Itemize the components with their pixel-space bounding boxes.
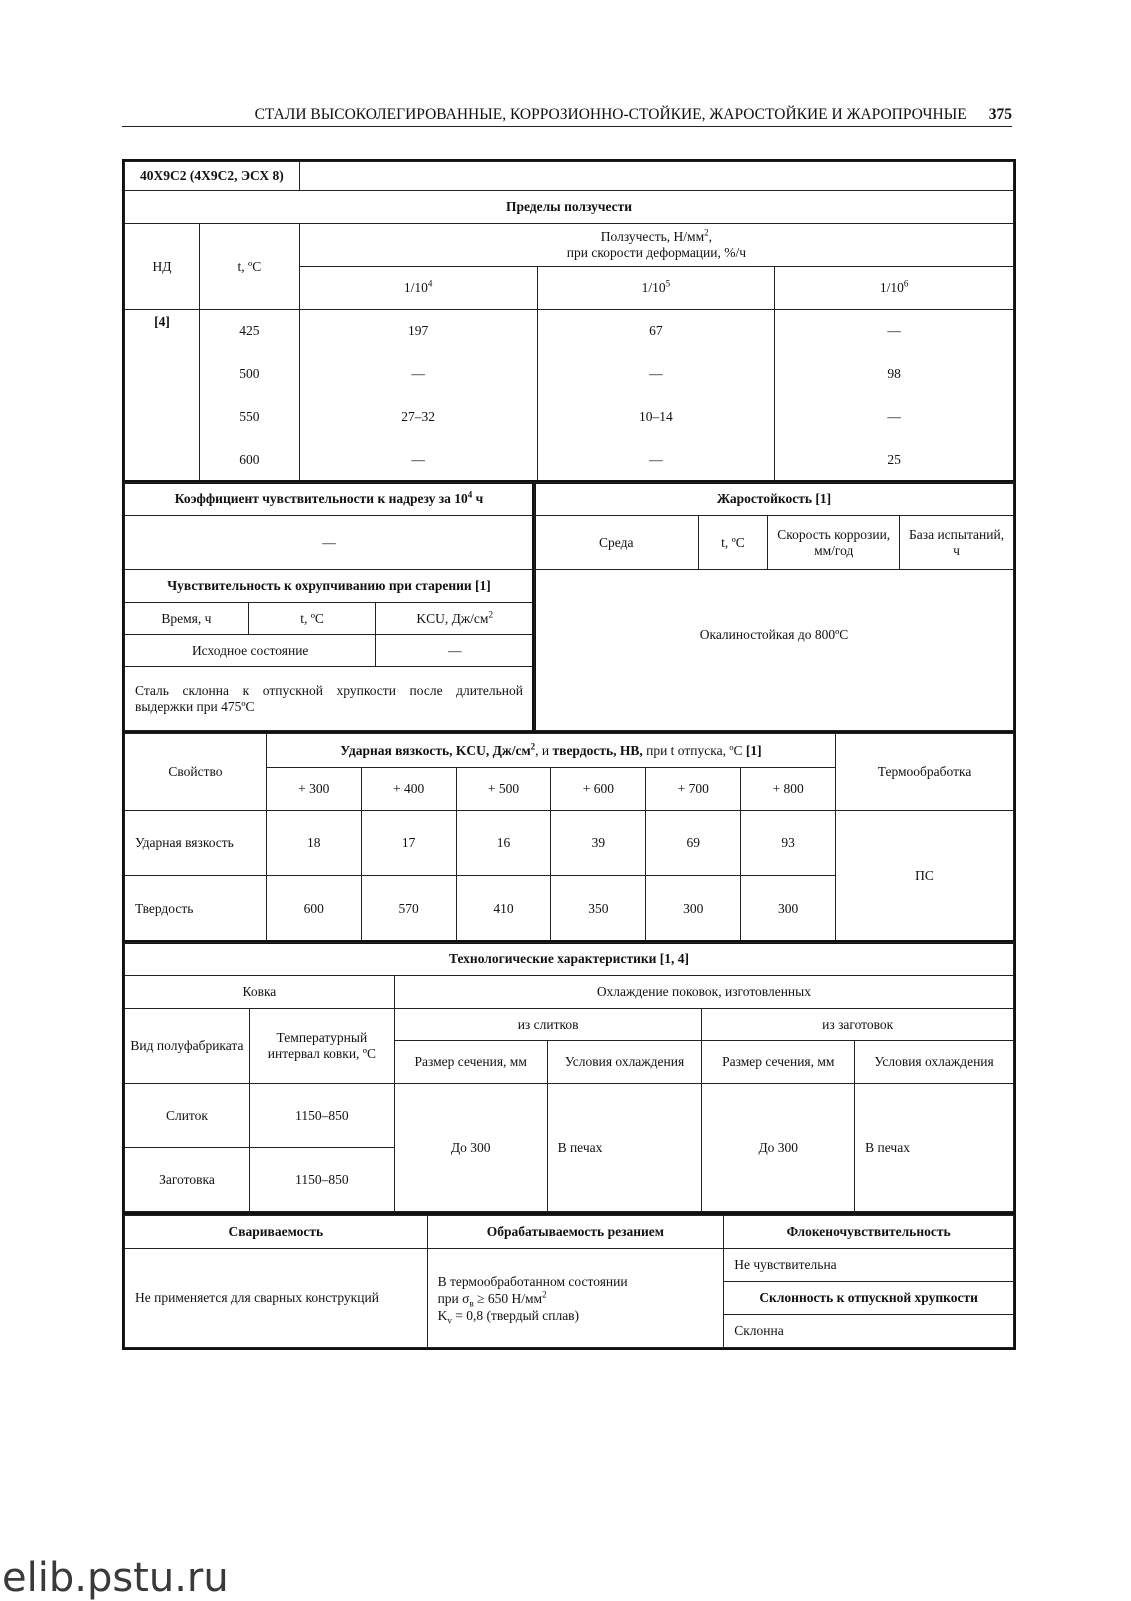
impact-title-sup: 2 bbox=[530, 741, 536, 751]
heat-treatment-value: ПС bbox=[836, 811, 1014, 942]
rate-prefix: 1/10 bbox=[641, 280, 666, 295]
creep-value: — bbox=[299, 439, 537, 482]
hardness-value: 300 bbox=[646, 876, 741, 942]
rate-exp: 5 bbox=[665, 278, 671, 289]
mach-value bbox=[427, 1249, 724, 1348]
header-title: СТАЛИ ВЫСОКОЛЕГИРОВАННЫЕ, КОРРОЗИОННО-СТОЙКИЕ, ЖАРОСТОЙКИЕ И ЖАРОПРОЧНЫЕ bbox=[254, 106, 967, 123]
tech-table bbox=[124, 942, 1014, 1212]
heat-col-t: t, ºС bbox=[698, 516, 768, 570]
rate-header-1 bbox=[299, 267, 537, 310]
bottom-block bbox=[122, 1213, 1016, 1350]
heat-resist-block bbox=[532, 480, 1016, 733]
hardness-value: 300 bbox=[741, 876, 836, 942]
rate-exp: 6 bbox=[903, 278, 909, 289]
creep-label-3: при скорости деформации, %/ч bbox=[566, 245, 747, 260]
creep-value: 10–14 bbox=[537, 396, 775, 439]
embrittle-col-time: Время, ч bbox=[125, 603, 249, 635]
notch-table bbox=[124, 482, 534, 731]
impact-title: Ударная вязкость, KCU, $Дж/см^2$, и твердость, НВ, при t отпуска, ºС [1] bbox=[266, 734, 835, 768]
kind-ingot: Слиток bbox=[125, 1084, 250, 1148]
mach-line-2sub: в bbox=[469, 1298, 474, 1309]
rate-prefix: 1/10 bbox=[879, 280, 904, 295]
impact-value: 39 bbox=[551, 811, 646, 876]
creep-value: — bbox=[775, 310, 1014, 353]
tech-block bbox=[122, 940, 1016, 1214]
hardness-row-name: Твердость bbox=[125, 876, 267, 942]
notch-title-sup: 4 bbox=[467, 489, 473, 500]
hardness-value: 570 bbox=[361, 876, 456, 942]
impact-row-name: Ударная вязкость bbox=[125, 811, 267, 876]
creep-t: 600 bbox=[199, 439, 299, 482]
creep-value: — bbox=[537, 439, 775, 482]
heat-col-base: База испытаний, ч bbox=[900, 516, 1014, 570]
heat-resist-note: Окалиностойкая до 800ºС bbox=[535, 570, 1014, 731]
mach-line-3sub: v bbox=[447, 1315, 452, 1326]
creep-value: — bbox=[775, 396, 1014, 439]
col-temperature: t, ºС bbox=[199, 224, 299, 310]
kcu-label: KCU, Дж/см bbox=[416, 610, 489, 626]
temper-temp: + 700 bbox=[646, 768, 741, 811]
cond-ingots-value: В печах bbox=[547, 1084, 702, 1212]
impact-title-a: Ударная вязкость, KCU, Дж/см bbox=[340, 742, 531, 758]
notch-embrittle-block bbox=[122, 480, 536, 733]
creep-value: 67 bbox=[537, 310, 775, 353]
creep-t: 500 bbox=[199, 353, 299, 396]
mach-line-2a: при σ bbox=[437, 1290, 470, 1306]
tech-title: Технологические характеристики [1, 4] bbox=[125, 943, 1014, 976]
page-header bbox=[122, 106, 1012, 127]
cond-header: Условия охлаждения bbox=[855, 1041, 1014, 1084]
heat-col-medium: Среда bbox=[535, 516, 699, 570]
kind-blank: Заготовка bbox=[125, 1148, 250, 1212]
flake-title: Флокеночувствительность bbox=[724, 1216, 1014, 1249]
temper-temp: + 800 bbox=[741, 768, 836, 811]
impact-table bbox=[124, 733, 1014, 942]
creep-value: 98 bbox=[775, 353, 1014, 396]
notch-title-end: ч bbox=[472, 491, 484, 506]
notch-title bbox=[125, 483, 534, 516]
temper-value: Склонна bbox=[724, 1315, 1014, 1348]
mach-line-3a: K bbox=[437, 1307, 448, 1323]
embrittle-col-t: t, ºС bbox=[248, 603, 376, 635]
bottom-table bbox=[124, 1215, 1014, 1348]
kcu-sup: 2 bbox=[488, 609, 493, 619]
grade-empty-cell bbox=[299, 162, 1013, 191]
cond-blanks-value: В печах bbox=[855, 1084, 1014, 1212]
rate-prefix: 1/10 bbox=[403, 280, 428, 295]
creep-header bbox=[299, 224, 1013, 267]
impact-title-c: при t отпуска, ºС bbox=[642, 742, 746, 758]
size-ingots-value: До 300 bbox=[394, 1084, 547, 1212]
range-ingot: 1150–850 bbox=[249, 1084, 394, 1148]
embrittle-col-kcu bbox=[376, 603, 534, 635]
heat-resist-table bbox=[534, 482, 1014, 731]
initial-state-value: — bbox=[376, 635, 534, 667]
weld-value: Не применяется для сварных конструкций bbox=[125, 1249, 428, 1348]
temper-title: Склонность к отпускной хрупкости bbox=[724, 1282, 1014, 1315]
temper-temp: + 300 bbox=[266, 768, 361, 811]
initial-state: Исходное состояние bbox=[125, 635, 376, 667]
creep-block bbox=[122, 159, 1016, 484]
creep-value: 27–32 bbox=[299, 396, 537, 439]
creep-t: 550 bbox=[199, 396, 299, 439]
impact-value: 93 bbox=[741, 811, 836, 876]
creep-title: Пределы ползучести bbox=[125, 191, 1014, 224]
page-number: 375 bbox=[988, 106, 1012, 123]
forging-range: Температурный интервал ковки, ºС bbox=[249, 1009, 394, 1084]
hardness-value: 600 bbox=[266, 876, 361, 942]
embrittle-title: Чувствительность к охрупчиванию при старении [1] bbox=[125, 570, 534, 603]
embrittle-note: Сталь склонна к отпускной хрупкости после длительной выдержки при 475ºС bbox=[125, 667, 534, 731]
hardness-value: 350 bbox=[551, 876, 646, 942]
mach-title: Обрабатываемость резанием bbox=[427, 1216, 724, 1249]
from-blanks: из заготовок bbox=[702, 1009, 1014, 1041]
impact-value: 18 bbox=[266, 811, 361, 876]
creep-value: 25 bbox=[775, 439, 1014, 482]
mach-line-1: В термообработанном состоянии bbox=[437, 1273, 628, 1289]
size-header: Размер сечения, мм bbox=[394, 1041, 547, 1084]
col-nd: НД bbox=[125, 224, 200, 310]
impact-block bbox=[122, 731, 1016, 944]
from-ingots: из слитков bbox=[394, 1009, 702, 1041]
temper-temp: + 600 bbox=[551, 768, 646, 811]
notch-title-text: Коэффициент чувствительности к надрезу за 10 bbox=[174, 491, 468, 506]
creep-label-1: Ползучесть, Н/мм bbox=[600, 229, 705, 244]
creep-table bbox=[124, 161, 1014, 482]
size-header: Размер сечения, мм bbox=[702, 1041, 855, 1084]
impact-col-prop: Свойство bbox=[125, 734, 267, 811]
impact-title-d: [1] bbox=[745, 742, 762, 758]
mach-line-3b: = 0,8 (твердый сплав) bbox=[451, 1307, 580, 1323]
rate-header-2 bbox=[537, 267, 775, 310]
flake-value: Не чувствительна bbox=[724, 1249, 1014, 1282]
creep-value: 197 bbox=[299, 310, 537, 353]
semi-product-kind: Вид полуфабриката bbox=[125, 1009, 250, 1084]
weld-title: Свариваемость bbox=[125, 1216, 428, 1249]
temper-temp: + 500 bbox=[456, 768, 551, 811]
mach-line-2sup: 2 bbox=[542, 1289, 547, 1299]
cooling-header: Охлаждение поковок, изготовленных bbox=[394, 976, 1013, 1009]
creep-label-sup: 2 bbox=[704, 227, 709, 238]
heat-resist-title: Жаростойкость [1] bbox=[535, 483, 1014, 516]
impact-value: 17 bbox=[361, 811, 456, 876]
impact-title-b-plain: , и bbox=[535, 742, 553, 758]
forging-header: Ковка bbox=[125, 976, 395, 1009]
creep-t: 425 bbox=[199, 310, 299, 353]
impact-value: 16 bbox=[456, 811, 551, 876]
rate-exp: 4 bbox=[427, 278, 433, 289]
notch-value: — bbox=[125, 516, 534, 570]
cond-header: Условия охлаждения bbox=[547, 1041, 702, 1084]
hardness-value: 410 bbox=[456, 876, 551, 942]
watermark: elib.pstu.ru bbox=[2, 1555, 229, 1601]
impact-value: 69 bbox=[646, 811, 741, 876]
creep-value: — bbox=[299, 353, 537, 396]
range-blank: 1150–850 bbox=[249, 1148, 394, 1212]
impact-col-heat: Термообработка bbox=[836, 734, 1014, 811]
mach-line-2b: ≥ 650 Н/мм bbox=[473, 1290, 543, 1306]
size-blanks-value: До 300 bbox=[702, 1084, 855, 1212]
heat-col-rate: Скорость коррозии, мм/год bbox=[768, 516, 900, 570]
temper-temp: + 400 bbox=[361, 768, 456, 811]
creep-value: — bbox=[537, 353, 775, 396]
grade-cell: 40Х9С2 (4Х9С2, ЭСХ 8) bbox=[125, 162, 300, 191]
rate-header-3 bbox=[775, 267, 1014, 310]
creep-label-2: , bbox=[708, 229, 713, 244]
creep-ref: [4] bbox=[125, 310, 200, 482]
